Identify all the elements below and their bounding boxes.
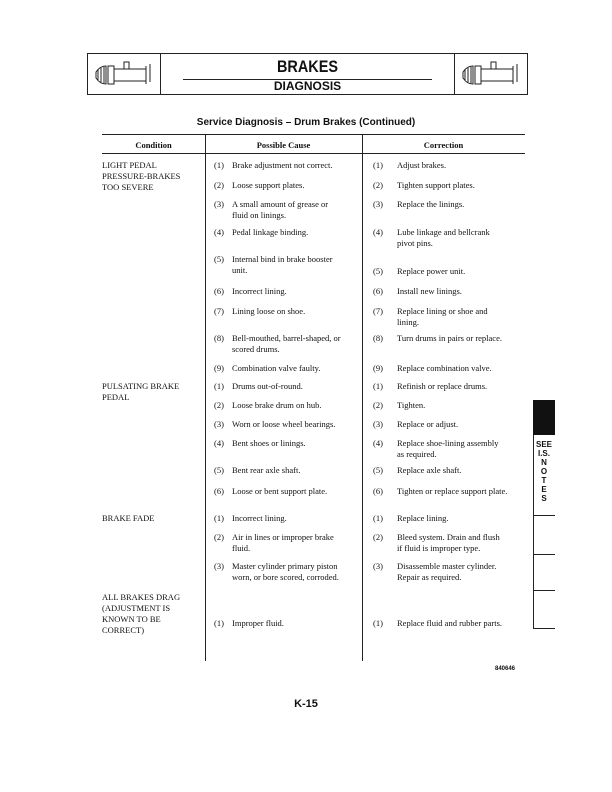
possible-cause: Internal bind in brake booster unit. <box>232 254 333 275</box>
figure-number: 840646 <box>495 666 516 672</box>
possible-cause: Combination valve faulty. <box>232 363 321 373</box>
cause-number: (2) <box>214 400 224 410</box>
correction: Bleed system. Drain and flush if fluid is improper type. <box>397 532 500 553</box>
side-tab-rule <box>533 590 555 591</box>
correction: Replace combination valve. <box>397 363 492 373</box>
master-cylinder-illustration-right <box>454 54 527 94</box>
correction-number: (6) <box>373 286 383 296</box>
correction: Replace axle shaft. <box>397 465 462 475</box>
correction-number: (2) <box>373 180 383 190</box>
side-tab-marker <box>533 400 555 435</box>
column-header-cause: Possible Cause <box>256 140 311 150</box>
possible-cause: Drums out-of-round. <box>232 381 303 391</box>
correction-number: (8) <box>373 333 383 343</box>
cause-number: (6) <box>214 286 224 296</box>
correction-number: (4) <box>373 438 383 448</box>
possible-cause: Incorrect lining. <box>232 513 287 523</box>
correction-number: (4) <box>373 227 383 237</box>
correction: Replace or adjust. <box>397 419 459 429</box>
side-tab-notes <box>533 440 555 503</box>
side-tab-text: SEE I.S. N O T E S <box>535 440 552 503</box>
possible-cause: Air in lines or improper brake fluid. <box>232 532 334 553</box>
header-title: BRAKES <box>183 54 432 80</box>
correction-number: (2) <box>373 400 383 410</box>
cause-number: (5) <box>214 465 224 475</box>
correction: Adjust brakes. <box>397 160 447 170</box>
cause-number: (1) <box>214 160 224 170</box>
possible-cause: Loose support plates. <box>232 180 305 190</box>
header-box <box>87 53 528 95</box>
cause-number: (3) <box>214 561 224 571</box>
correction-number: (2) <box>373 532 383 542</box>
correction: Turn drums in pairs or replace. <box>397 333 502 343</box>
correction-number: (3) <box>373 419 383 429</box>
side-tab-rule <box>533 628 555 629</box>
correction: Replace lining or shoe and lining. <box>397 306 488 327</box>
cause-number: (3) <box>214 199 224 209</box>
column-divider <box>362 134 363 661</box>
cause-number: (4) <box>214 227 224 237</box>
column-divider <box>205 134 206 661</box>
correction-number: (7) <box>373 306 383 316</box>
correction: Replace the linings. <box>397 199 465 209</box>
correction: Refinish or replace drums. <box>397 381 488 391</box>
possible-cause: Pedal linkage binding. <box>232 227 309 237</box>
cause-number: (3) <box>214 419 224 429</box>
possible-cause: Improper fluid. <box>232 618 284 628</box>
section-title: Service Diagnosis – Drum Brakes (Continued) <box>196 117 416 128</box>
correction: Tighten. <box>397 400 426 410</box>
possible-cause: Bent rear axle shaft. <box>232 465 301 475</box>
column-header-correction: Correction <box>423 140 464 150</box>
possible-cause: Brake adjustment not correct. <box>232 160 333 170</box>
correction: Replace fluid and rubber parts. <box>397 618 503 628</box>
correction: Disassemble master cylinder. Repair as required. <box>397 561 497 582</box>
possible-cause: Master cylinder primary piston worn, or bore scored, corroded. <box>232 561 339 582</box>
side-tab-rule <box>533 515 555 516</box>
cause-number: (1) <box>214 381 224 391</box>
possible-cause: Incorrect lining. <box>232 286 287 296</box>
correction-number: (3) <box>373 561 383 571</box>
correction-number: (1) <box>373 381 383 391</box>
condition-label: BRAKE FADE <box>102 513 155 523</box>
condition-label: PULSATING BRAKE PEDAL <box>102 381 180 402</box>
table-header-rule <box>102 153 525 154</box>
cause-number: (9) <box>214 363 224 373</box>
cause-number: (2) <box>214 532 224 542</box>
correction-number: (1) <box>373 160 383 170</box>
master-cylinder-illustration-left <box>88 54 161 94</box>
column-header-condition: Condition <box>135 140 172 150</box>
correction: Install new linings. <box>397 286 462 296</box>
correction-number: (1) <box>373 513 383 523</box>
correction: Tighten or replace support plate. <box>397 486 508 496</box>
cause-number: (2) <box>214 180 224 190</box>
possible-cause: Bent shoes or linings. <box>232 438 306 448</box>
possible-cause: Lining loose on shoe. <box>232 306 306 316</box>
correction-number: (5) <box>373 465 383 475</box>
correction-number: (6) <box>373 486 383 496</box>
correction-number: (5) <box>373 266 383 276</box>
condition-label: LIGHT PEDAL PRESSURE-BRAKES TOO SEVERE <box>102 160 181 192</box>
possible-cause: Bell-mouthed, barrel-shaped, or scored drums. <box>232 333 341 354</box>
correction: Replace shoe-lining assembly as required. <box>397 438 499 459</box>
correction-number: (9) <box>373 363 383 373</box>
correction: Lube linkage and bellcrank pivot pins. <box>397 227 490 248</box>
cause-number: (4) <box>214 438 224 448</box>
correction: Tighten support plates. <box>397 180 475 190</box>
correction-number: (3) <box>373 199 383 209</box>
table-top-rule <box>102 134 525 135</box>
possible-cause: Loose or bent support plate. <box>232 486 328 496</box>
cause-number: (6) <box>214 486 224 496</box>
possible-cause: Loose brake drum on hub. <box>232 400 322 410</box>
side-tab-rule <box>533 554 555 555</box>
condition-label: ALL BRAKES DRAG (ADJUSTMENT IS KNOWN TO BE CORRECT) <box>102 592 181 635</box>
cause-number: (5) <box>214 254 224 264</box>
possible-cause: A small amount of grease or fluid on linings. <box>232 199 329 220</box>
page-number: K-15 <box>294 698 318 710</box>
cause-number: (8) <box>214 333 224 343</box>
correction: Replace lining. <box>397 513 449 523</box>
cause-number: (1) <box>214 618 224 628</box>
correction-number: (1) <box>373 618 383 628</box>
cause-number: (1) <box>214 513 224 523</box>
cause-number: (7) <box>214 306 224 316</box>
possible-cause: Worn or loose wheel bearings. <box>232 419 336 429</box>
correction: Replace power unit. <box>397 266 466 276</box>
header-subtitle: DIAGNOSIS <box>273 79 342 93</box>
